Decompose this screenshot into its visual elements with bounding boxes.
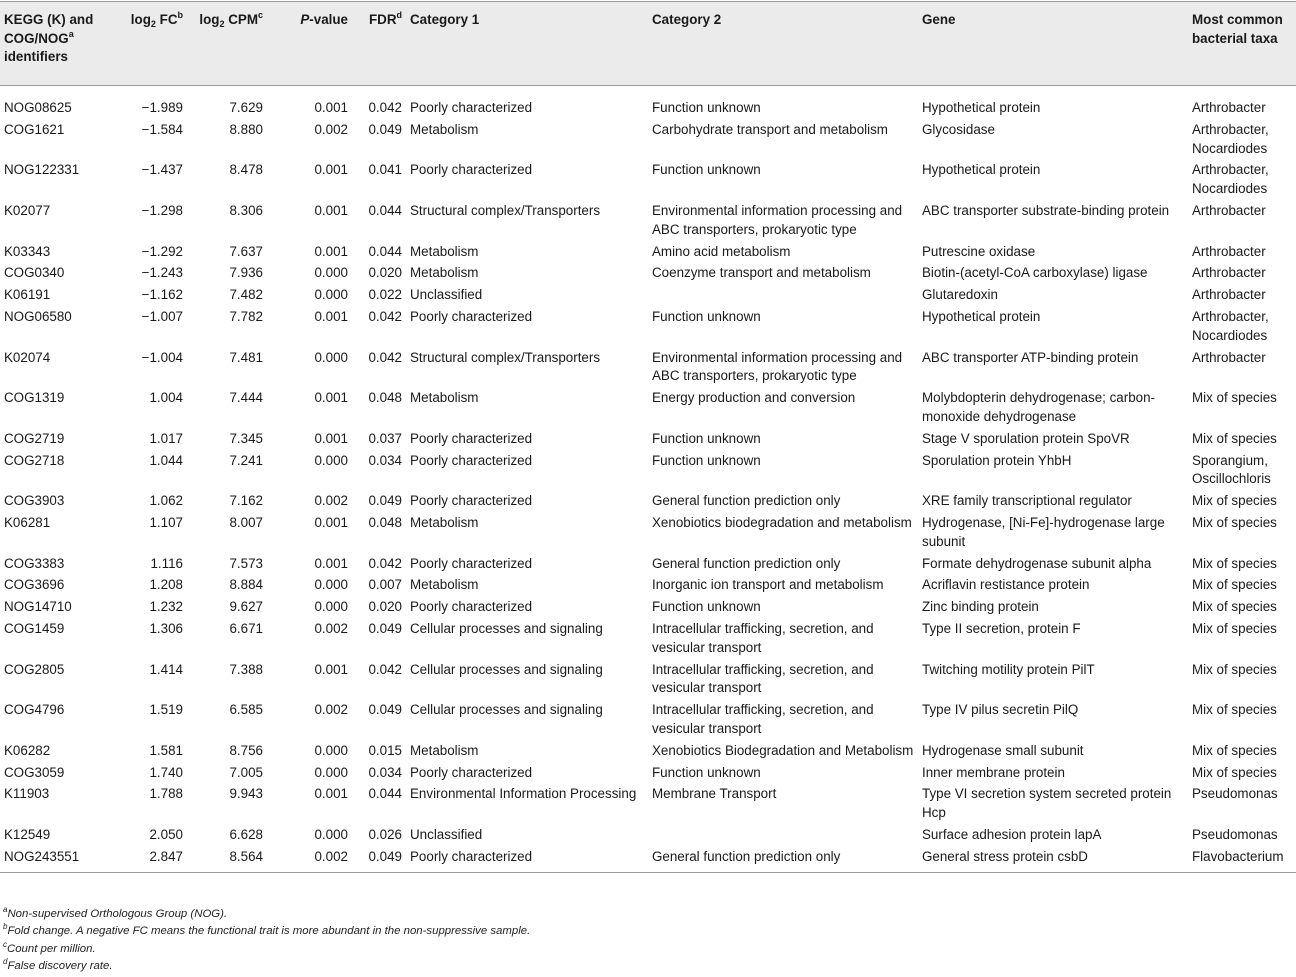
cell-log2fc: 2.050: [149, 826, 183, 842]
cell-category1: Poorly characterized: [410, 599, 533, 615]
cell-category2: Amino acid metabolism: [652, 243, 791, 259]
table-row: [0, 784, 1296, 825]
cell-identifier: COG0340: [4, 265, 65, 281]
cell-identifier: K11903: [4, 786, 50, 802]
cell-pvalue: 0.001: [314, 100, 348, 115]
cell-gene: Glutaredoxin: [922, 287, 998, 303]
cell-fdr: 0.034: [368, 452, 402, 468]
cell-taxa: Arthrobacter: [1192, 349, 1266, 365]
cell-fdr: 0.048: [368, 514, 402, 530]
cell-fdr: 0.015: [368, 742, 402, 758]
cell-taxa: Arthrobacter: [1192, 265, 1266, 281]
cell-fdr: 0.042: [368, 308, 402, 324]
cell-taxa: Mix of species: [1192, 764, 1277, 780]
cell-fdr: 0.020: [368, 265, 402, 281]
cell-identifier: COG3696: [4, 577, 65, 593]
cell-pvalue: 0.002: [314, 493, 348, 509]
cell-log2cpm: 7.005: [229, 764, 263, 780]
cell-category2: General function prediction only: [652, 493, 841, 509]
cell-pvalue: 0.001: [314, 430, 348, 446]
cell-category1: Cellular processes and signaling: [410, 702, 603, 718]
cell-taxa: Mix of species: [1192, 620, 1277, 636]
cell-identifier: K06281: [4, 514, 51, 530]
cell-pvalue: 0.000: [314, 599, 348, 615]
cell-log2fc: −1.004: [141, 349, 183, 365]
cell-log2cpm: 7.481: [229, 349, 263, 365]
table-row: [0, 451, 1296, 492]
cell-fdr: 0.022: [368, 287, 402, 303]
cell-identifier: COG2718: [4, 452, 65, 468]
table-row: [0, 763, 1296, 785]
cell-identifier: K03343: [4, 243, 51, 259]
cell-fdr: 0.049: [352, 847, 406, 873]
cell-identifier: COG3059: [4, 764, 65, 780]
header-category1: Category 1: [406, 2, 648, 86]
cell-log2fc: 1.740: [149, 764, 183, 780]
cell-fdr: 0.049: [368, 493, 402, 509]
cell-fdr: 0.044: [368, 243, 402, 259]
cell-gene: Acriflavin restistance protein: [922, 577, 1090, 593]
cell-category2: Membrane Transport: [652, 786, 777, 802]
cell-log2cpm: 7.241: [229, 452, 263, 468]
footnotes: [3, 906, 530, 975]
cell-fdr: 0.042: [368, 661, 402, 677]
cell-identifier: COG1459: [4, 620, 65, 636]
cell-taxa: Pseudomonas: [1192, 786, 1278, 802]
cell-category1: Poorly characterized: [410, 493, 533, 509]
footnote: [3, 958, 530, 975]
cell-taxa: Mix of species: [1192, 514, 1277, 530]
cell-category1: Poorly characterized: [410, 308, 533, 324]
cell-gene: Type II secretion, protein F: [922, 620, 1081, 636]
cell-log2fc: −1.162: [141, 287, 183, 303]
header-fdr: FDR$^d$: [352, 2, 406, 86]
cell-category2: Xenobiotics biodegradation and metabolism: [652, 514, 912, 530]
table-row: [0, 242, 1296, 264]
cell-identifier: COG2719: [4, 430, 65, 446]
cell-category2: Function unknown: [652, 764, 761, 780]
cell-log2cpm: 7.345: [229, 430, 263, 446]
header-pvalue: P-value: [267, 2, 352, 86]
cell-gene: Formate dehydrogenase subunit alpha: [922, 555, 1152, 571]
cell-category1: Poorly characterized: [410, 555, 533, 571]
table-row: [0, 660, 1296, 701]
cell-taxa: Arthrobacter, Nocardiodes: [1192, 308, 1269, 343]
table-row: [0, 160, 1296, 201]
cell-fdr: 0.041: [368, 162, 402, 178]
cell-pvalue: 0.001: [314, 390, 348, 406]
cell-gene: ABC transporter substrate-binding protein: [922, 202, 1170, 218]
cell-taxa: Arthrobacter: [1192, 100, 1266, 115]
cell-category1: Metabolism: [410, 243, 479, 259]
cell-taxa: Mix of species: [1192, 555, 1277, 571]
cell-fdr: 0.042: [368, 555, 402, 571]
cell-category1: Metabolism: [410, 121, 479, 137]
cell-gene: Hypothetical protein: [922, 308, 1041, 324]
cell-category2: Function unknown: [652, 100, 761, 115]
cell-category2: Energy production and conversion: [652, 390, 856, 406]
table-row: [0, 429, 1296, 451]
footnote: [3, 941, 530, 958]
cell-log2fc: −1.298: [141, 202, 183, 218]
results-table: [0, 1, 1296, 873]
footnote-text: Count per million.: [7, 942, 96, 955]
cell-log2fc: 1.116: [150, 555, 183, 571]
footnote-text: Fold change. A negative FC means the functional trait is more abundant in the non-suppressive sample.: [7, 925, 531, 938]
footnote-text: False discovery rate.: [7, 959, 113, 972]
table-row: [0, 575, 1296, 597]
cell-taxa: Mix of species: [1192, 742, 1277, 758]
cell-category1: Environmental Information Processing: [410, 786, 637, 802]
cell-gene: XRE family transcriptional regulator: [922, 493, 1132, 509]
cell-identifier: NOG14710: [4, 599, 72, 615]
footnote: [3, 923, 530, 940]
cell-log2fc: 1.414: [149, 661, 183, 677]
cell-pvalue: 0.001: [314, 308, 348, 324]
cell-category2: Function unknown: [652, 430, 761, 446]
cell-fdr: 0.042: [368, 349, 402, 365]
cell-log2fc: −1.243: [141, 265, 183, 281]
cell-category1: Poorly characterized: [410, 100, 533, 115]
cell-pvalue: 0.001: [314, 514, 348, 530]
cell-gene: Molybdopterin dehydrogenase; carbon-monoxide dehydrogenase: [922, 390, 1155, 424]
cell-identifier: COG4796: [4, 702, 65, 718]
table-row: [0, 847, 1296, 873]
cell-category1: Metabolism: [410, 577, 479, 593]
cell-category2: Coenzyme transport and metabolism: [652, 265, 871, 281]
table-row: [0, 597, 1296, 619]
cell-identifier: K12549: [4, 826, 51, 842]
header-log2fc: $\log_2 FC^b$: [118, 2, 187, 86]
cell-category2: Intracellular trafficking, secretion, and vesicular transport: [652, 702, 874, 736]
cell-category1: Poorly characterized: [406, 847, 648, 873]
cell-category2: General function prediction only: [652, 555, 841, 571]
table-row: [0, 491, 1296, 513]
cell-gene: Twitching motility protein PilT: [922, 661, 1095, 677]
cell-identifier: NOG06580: [4, 308, 72, 324]
cell-identifier: COG2805: [4, 661, 65, 677]
cell-category2: Carbohydrate transport and metabolism: [652, 121, 888, 137]
cell-category2: Environmental information processing and ABC transporters, prokaryotic type: [652, 202, 903, 237]
cell-pvalue: 0.000: [314, 764, 348, 780]
cell-log2fc: 1.107: [149, 514, 183, 530]
cell-log2fc: −1.437: [141, 162, 183, 178]
cell-taxa: Mix of species: [1192, 390, 1277, 406]
cell-taxa: Mix of species: [1192, 702, 1277, 718]
cell-identifier: NOG122331: [4, 162, 80, 178]
cell-log2cpm: 9.943: [229, 786, 263, 802]
header-id: KEGG (K) and COG/NOG$^a$ identifiers: [0, 2, 118, 86]
cell-pvalue: 0.000: [314, 577, 348, 593]
cell-taxa: Arthrobacter: [1192, 287, 1266, 303]
cell-pvalue: 0.001: [314, 202, 348, 218]
cell-pvalue: 0.001: [314, 162, 348, 178]
cell-gene: Sporulation protein YhbH: [922, 452, 1072, 468]
cell-pvalue: 0.000: [314, 265, 348, 281]
cell-log2fc: 1.208: [149, 577, 183, 593]
cell-category2: [648, 825, 918, 847]
cell-category1: Poorly characterized: [410, 764, 533, 780]
cell-pvalue: 0.000: [314, 452, 348, 468]
cell-log2cpm: 7.637: [229, 243, 263, 259]
cell-taxa: Arthrobacter: [1192, 202, 1266, 218]
cell-category1: Unclassified: [410, 287, 483, 303]
cell-pvalue: 0.001: [314, 555, 348, 571]
cell-category1: Structural complex/Transporters: [410, 349, 601, 365]
cell-log2cpm: 7.162: [229, 493, 263, 509]
table-row: [0, 120, 1296, 161]
table-row: [0, 554, 1296, 576]
cell-log2cpm: 6.628: [229, 826, 263, 842]
cell-gene: Zinc binding protein: [922, 599, 1039, 615]
cell-taxa: Mix of species: [1192, 599, 1277, 615]
cell-log2cpm: 8.884: [229, 577, 263, 593]
table-row: [0, 513, 1296, 554]
cell-fdr: 0.037: [368, 430, 402, 446]
cell-gene: Biotin-(acetyl-CoA carboxylase) ligase: [922, 265, 1148, 281]
cell-category1: Cellular processes and signaling: [410, 661, 603, 677]
table-row: [0, 307, 1296, 348]
cell-log2cpm: 7.782: [229, 308, 263, 324]
cell-gene: Hypothetical protein: [922, 162, 1041, 178]
cell-gene: Hypothetical protein: [922, 100, 1041, 115]
footnote-mark: b: [3, 922, 8, 932]
cell-log2fc: 1.044: [149, 452, 183, 468]
cell-pvalue: 0.002: [314, 121, 348, 137]
cell-log2cpm: 8.007: [229, 514, 263, 530]
table-row: [0, 201, 1296, 242]
cell-identifier: K06191: [4, 287, 51, 303]
cell-category2: Inorganic ion transport and metabolism: [652, 577, 884, 593]
cell-log2fc: 1.004: [149, 390, 183, 406]
cell-log2cpm: 8.564: [187, 847, 267, 873]
cell-gene: Type VI secretion system secreted protein Hcp: [922, 786, 1172, 821]
cell-log2cpm: 7.388: [229, 661, 263, 677]
cell-log2cpm: 8.880: [229, 121, 263, 137]
cell-log2cpm: 9.627: [229, 599, 263, 615]
cell-identifier: K02074: [4, 349, 51, 365]
cell-taxa: Mix of species: [1192, 430, 1277, 446]
cell-taxa: Arthrobacter, Nocardiodes: [1192, 162, 1269, 197]
cell-fdr: 0.049: [368, 121, 402, 137]
cell-gene: Stage V sporulation protein SpoVR: [922, 430, 1130, 446]
header-category2: Category 2: [648, 2, 918, 86]
cell-log2cpm: 7.936: [229, 265, 263, 281]
cell-log2cpm: 8.306: [229, 202, 263, 218]
cell-log2fc: 1.306: [149, 620, 183, 636]
cell-fdr: 0.007: [368, 577, 402, 593]
cell-taxa: Mix of species: [1192, 577, 1277, 593]
cell-fdr: 0.044: [368, 202, 402, 218]
cell-gene: General stress protein csbD: [918, 847, 1188, 873]
cell-category1: Metabolism: [410, 742, 479, 758]
cell-log2fc: −1.292: [141, 243, 183, 259]
cell-log2fc: −1.007: [141, 308, 183, 324]
cell-category1: Unclassified: [410, 826, 483, 842]
table-row: [0, 263, 1296, 285]
table-row: [0, 700, 1296, 741]
cell-identifier: COG1621: [4, 121, 65, 137]
table-row: [0, 741, 1296, 763]
cell-identifier: K06282: [4, 742, 51, 758]
table-row: [0, 825, 1296, 847]
cell-gene: Surface adhesion protein lapA: [922, 826, 1102, 842]
table-row: [0, 348, 1296, 389]
cell-identifier: COG3383: [4, 555, 65, 571]
header-gene: Gene: [918, 2, 1188, 86]
cell-log2fc: 1.788: [149, 786, 183, 802]
cell-log2cpm: 6.671: [229, 620, 263, 636]
cell-fdr: 0.034: [368, 764, 402, 780]
cell-log2cpm: 7.629: [229, 100, 263, 115]
cell-gene: Type IV pilus secretin PilQ: [922, 702, 1079, 718]
cell-taxa: Mix of species: [1192, 493, 1277, 509]
cell-category1: Structural complex/Transporters: [410, 202, 601, 218]
cell-fdr: 0.026: [368, 826, 402, 842]
cell-category2: Intracellular trafficking, secretion, and vesicular transport: [652, 620, 874, 655]
cell-log2fc: 1.062: [149, 493, 183, 509]
cell-category2: Function unknown: [652, 308, 761, 324]
footnote: [3, 906, 530, 923]
cell-taxa: Flavobacterium: [1188, 847, 1296, 873]
cell-category2: Function unknown: [652, 599, 761, 615]
cell-identifier: NOG08625: [4, 100, 72, 115]
cell-category2: Function unknown: [652, 162, 761, 178]
table-row: [0, 86, 1296, 120]
cell-gene: Hydrogenase small subunit: [922, 742, 1084, 758]
cell-log2fc: −1.989: [141, 100, 183, 115]
cell-category2: Environmental information processing and ABC transporters, prokaryotic type: [652, 349, 903, 384]
cell-gene: Glycosidase: [922, 121, 995, 137]
cell-gene: Putrescine oxidase: [922, 243, 1036, 259]
cell-pvalue: 0.000: [314, 826, 348, 842]
header-taxa: Most common bacterial taxa: [1188, 2, 1296, 86]
cell-taxa: Sporangium, Oscillochloris: [1192, 452, 1271, 487]
cell-pvalue: 0.000: [314, 349, 348, 365]
table-body: [0, 86, 1296, 873]
cell-fdr: 0.042: [368, 100, 402, 115]
cell-log2cpm: 8.756: [229, 742, 263, 758]
cell-gene: Hydrogenase, [Ni-Fe]-hydrogenase large subunit: [922, 514, 1165, 549]
cell-category2: Function unknown: [652, 452, 761, 468]
cell-fdr: 0.044: [368, 786, 402, 802]
cell-fdr: 0.049: [368, 702, 402, 718]
cell-category1: Metabolism: [410, 265, 479, 281]
cell-log2fc: 1.017: [149, 430, 183, 446]
cell-category2: General function prediction only: [648, 847, 918, 873]
cell-category1: Poorly characterized: [410, 162, 533, 178]
cell-taxa: Mix of species: [1192, 661, 1277, 677]
cell-fdr: 0.048: [368, 390, 402, 406]
cell-taxa: Arthrobacter, Nocardiodes: [1192, 121, 1269, 156]
cell-fdr: 0.049: [368, 620, 402, 636]
cell-identifier: NOG243551: [0, 847, 118, 873]
cell-identifier: COG3903: [4, 493, 65, 509]
cell-pvalue: 0.002: [314, 620, 348, 636]
cell-category1: Poorly characterized: [410, 430, 533, 446]
cell-log2cpm: 6.585: [229, 702, 263, 718]
footnote-mark: c: [3, 939, 7, 949]
cell-pvalue: 0.002: [314, 702, 348, 718]
cell-pvalue: 0.000: [314, 742, 348, 758]
footnote-mark: d: [3, 956, 8, 966]
table-row: [0, 285, 1296, 307]
cell-pvalue: 0.000: [314, 287, 348, 303]
cell-taxa: Arthrobacter: [1192, 243, 1266, 259]
cell-category2: Intracellular trafficking, secretion, and vesicular transport: [652, 661, 874, 696]
cell-log2cpm: 7.444: [229, 390, 263, 406]
cell-gene: Inner membrane protein: [922, 764, 1065, 780]
cell-log2fc: 1.581: [149, 742, 183, 758]
cell-pvalue: 0.002: [267, 847, 352, 873]
cell-fdr: 0.020: [368, 599, 402, 615]
cell-pvalue: 0.001: [314, 243, 348, 259]
cell-pvalue: 0.001: [314, 786, 348, 802]
cell-log2fc: 2.847: [118, 847, 187, 873]
cell-taxa: Pseudomonas: [1192, 826, 1278, 842]
cell-log2cpm: 8.478: [229, 162, 263, 178]
cell-log2fc: 1.232: [149, 599, 183, 615]
cell-category2: Xenobiotics Biodegradation and Metabolism: [652, 742, 914, 758]
cell-category2: [648, 285, 918, 307]
cell-identifier: COG1319: [4, 390, 65, 406]
cell-identifier: K02077: [4, 202, 51, 218]
cell-gene: ABC transporter ATP-binding protein: [922, 349, 1139, 365]
table-header: [0, 2, 1296, 86]
footnote-text: Non-supervised Orthologous Group (NOG).: [7, 908, 228, 920]
cell-log2fc: 1.519: [149, 702, 183, 718]
cell-pvalue: 0.001: [314, 661, 348, 677]
cell-log2cpm: 7.482: [229, 287, 263, 303]
cell-category1: Poorly characterized: [410, 452, 533, 468]
cell-category1: Cellular processes and signaling: [410, 620, 603, 636]
footnote-mark: a: [3, 905, 8, 914]
cell-category1: Metabolism: [410, 390, 479, 406]
cell-log2fc: −1.584: [141, 121, 183, 137]
table-row: [0, 619, 1296, 660]
cell-category1: Metabolism: [410, 514, 479, 530]
cell-log2cpm: 7.573: [229, 555, 263, 571]
header-log2cpm: $\log_2 CPM^c$: [187, 2, 267, 86]
table-row: [0, 388, 1296, 429]
